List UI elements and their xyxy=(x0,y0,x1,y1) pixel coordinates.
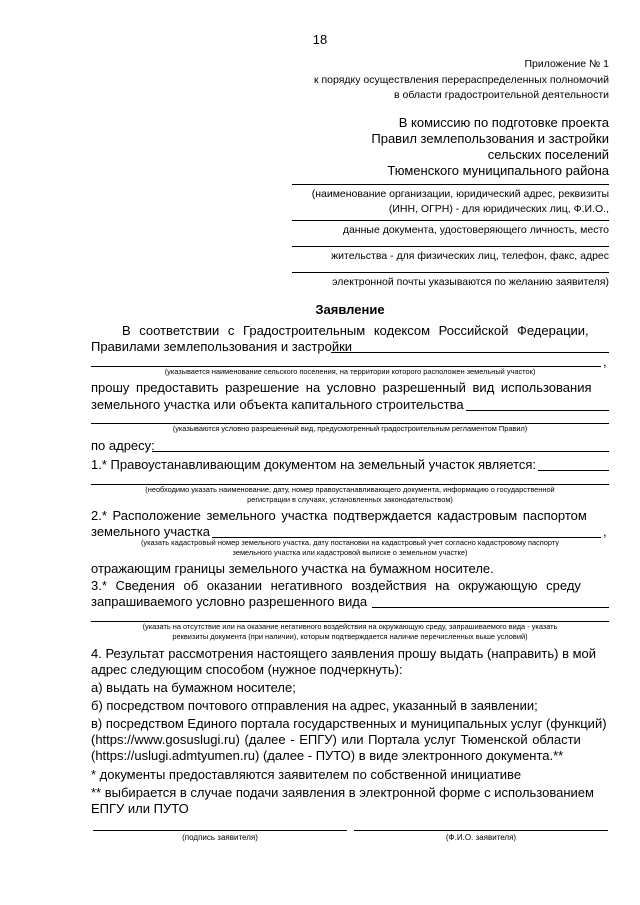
request-line-1: прошу предоставить разрешение на условно разрешенный вид использования xyxy=(91,380,592,395)
addressee-line-4: Тюменского муниципального района xyxy=(387,163,609,178)
applicant-hint-5: электронной почты указываются по желанию заявителя) xyxy=(332,276,609,288)
rules-name-field[interactable] xyxy=(331,352,609,353)
item-1-field[interactable] xyxy=(538,470,609,471)
signature-line[interactable] xyxy=(93,830,347,831)
use-type-field[interactable] xyxy=(466,410,609,411)
addressee-line-1: В комиссию по подготовке проекта xyxy=(398,115,609,130)
applicant-field-line-3[interactable] xyxy=(292,246,609,247)
applicant-field-line-4[interactable] xyxy=(292,272,609,273)
hint-use: (указываются условно разрешенный вид, предусмотренный градостроительным регламентом Правил) xyxy=(172,424,528,433)
hint-item-1-line-2: регистрации в случаях, установленных законодательством) xyxy=(247,495,453,504)
page-number: 18 xyxy=(312,32,328,47)
hint-item-2-line-1: (указать кадастровый номер земельного участка, дату постановки на кадастровый учет согласно кадастровому паспорту xyxy=(140,538,560,547)
addressee-line-2: Правил землепользования и застройки xyxy=(371,131,609,146)
intro-comma: , xyxy=(603,354,607,369)
signature-caption: (подпись заявителя) xyxy=(182,833,258,842)
item-1: 1.* Правоустанавливающим документом на земельный участок является: xyxy=(91,457,537,472)
item-2-line-3: отражающим границы земельного участка на бумажном носителе. xyxy=(91,561,494,576)
intro-line-2: Правилами землепользования и застройки xyxy=(91,339,353,354)
item-4-line-2: адрес следующим способом (нужное подчеркнуть): xyxy=(91,662,403,677)
applicant-field-line-1[interactable] xyxy=(292,184,609,185)
item-2-comma: , xyxy=(603,524,607,539)
hint-item-1-line-1: (необходимо указать наименование, дату, номер правоустанавливающего документа, информацию о государственной xyxy=(145,485,555,494)
hint-item-3-line-1: (указать на отсутствие или на оказание негативного воздействия на окружающую среду, запрашиваемого вида - указать xyxy=(142,622,558,631)
option-a[interactable]: а) выдать на бумажном носителе; xyxy=(91,680,296,695)
hint-settlement: (указывается наименование сельского поселения, на территории которого расположен земельный участок) xyxy=(164,367,536,376)
request-line-2: земельного участка или объекта капитального строительства xyxy=(91,397,464,412)
appendix-line-2: к порядку осуществления перераспределенных полномочий xyxy=(313,74,609,86)
applicant-hint-3: данные документа, удостоверяющего личность, место xyxy=(342,224,609,236)
full-name-caption: (Ф.И.О. заявителя) xyxy=(445,833,517,842)
item-3-field[interactable] xyxy=(372,607,609,608)
document-title: Заявление xyxy=(315,302,385,317)
full-name-line[interactable] xyxy=(354,830,608,831)
item-3-line-2: запрашиваемого условно разрешенного вида xyxy=(91,594,368,609)
addressee-line-3: сельских поселений xyxy=(487,147,609,162)
address-field[interactable] xyxy=(152,451,609,452)
applicant-hint-4: жительства - для физических лиц, телефон, факс, адрес xyxy=(331,250,609,262)
option-c-line-2: (https://www.gosuslugi.ru) (далее - ЕПГУ) или Портала услуг Тюменской области xyxy=(91,732,581,747)
address-label: по адресу: xyxy=(91,438,155,453)
item-2-line-1: 2.* Расположение земельного участка подтверждается кадастровым паспортом xyxy=(91,508,587,523)
applicant-hint-2: (ИНН, ОГРН) - для юридических лиц, Ф.И.О., xyxy=(388,203,609,215)
intro-line-1: В соответствии с Градостроительным кодексом Российской Федерации, xyxy=(122,323,589,338)
option-c-line-3: (https://uslugi.admtyumen.ru) (далее - ПУТО) в виде электронного документа.** xyxy=(91,748,564,763)
option-b[interactable]: б) посредством почтового отправления на адрес, указанный в заявлении; xyxy=(91,698,538,713)
item-4-line-1: 4. Результат рассмотрения настоящего заявления прошу выдать (направить) в мой xyxy=(91,646,597,661)
item-2-line-2: земельного участка xyxy=(91,524,211,539)
note-2-line-2: ЕПГУ или ПУТО xyxy=(91,801,189,816)
hint-item-3-line-2: реквизиты документа (при наличии), которым подтверждается наличие перечисленных выше условий) xyxy=(172,632,528,641)
appendix-line-1: Приложение № 1 xyxy=(524,58,609,70)
applicant-field-line-2[interactable] xyxy=(292,220,609,221)
item-3-line-1: 3.* Сведения об оказании негативного воздействия на окружающую среду xyxy=(91,578,581,593)
applicant-hint-1: (наименование организации, юридический адрес, реквизиты xyxy=(311,188,609,200)
option-c-line-1[interactable]: в) посредством Единого портала государственных и муниципальных услуг (функций) xyxy=(91,716,607,731)
note-2-line-1: ** выбирается в случае подачи заявления в электронной форме с использованием xyxy=(91,785,594,800)
appendix-line-3: в области градостроительной деятельности xyxy=(394,89,609,101)
note-1: * документы предоставляются заявителем по собственной инициативе xyxy=(91,767,522,782)
hint-item-2-line-2: земельного участка или кадастровой выписке о земельном участке) xyxy=(232,548,468,557)
